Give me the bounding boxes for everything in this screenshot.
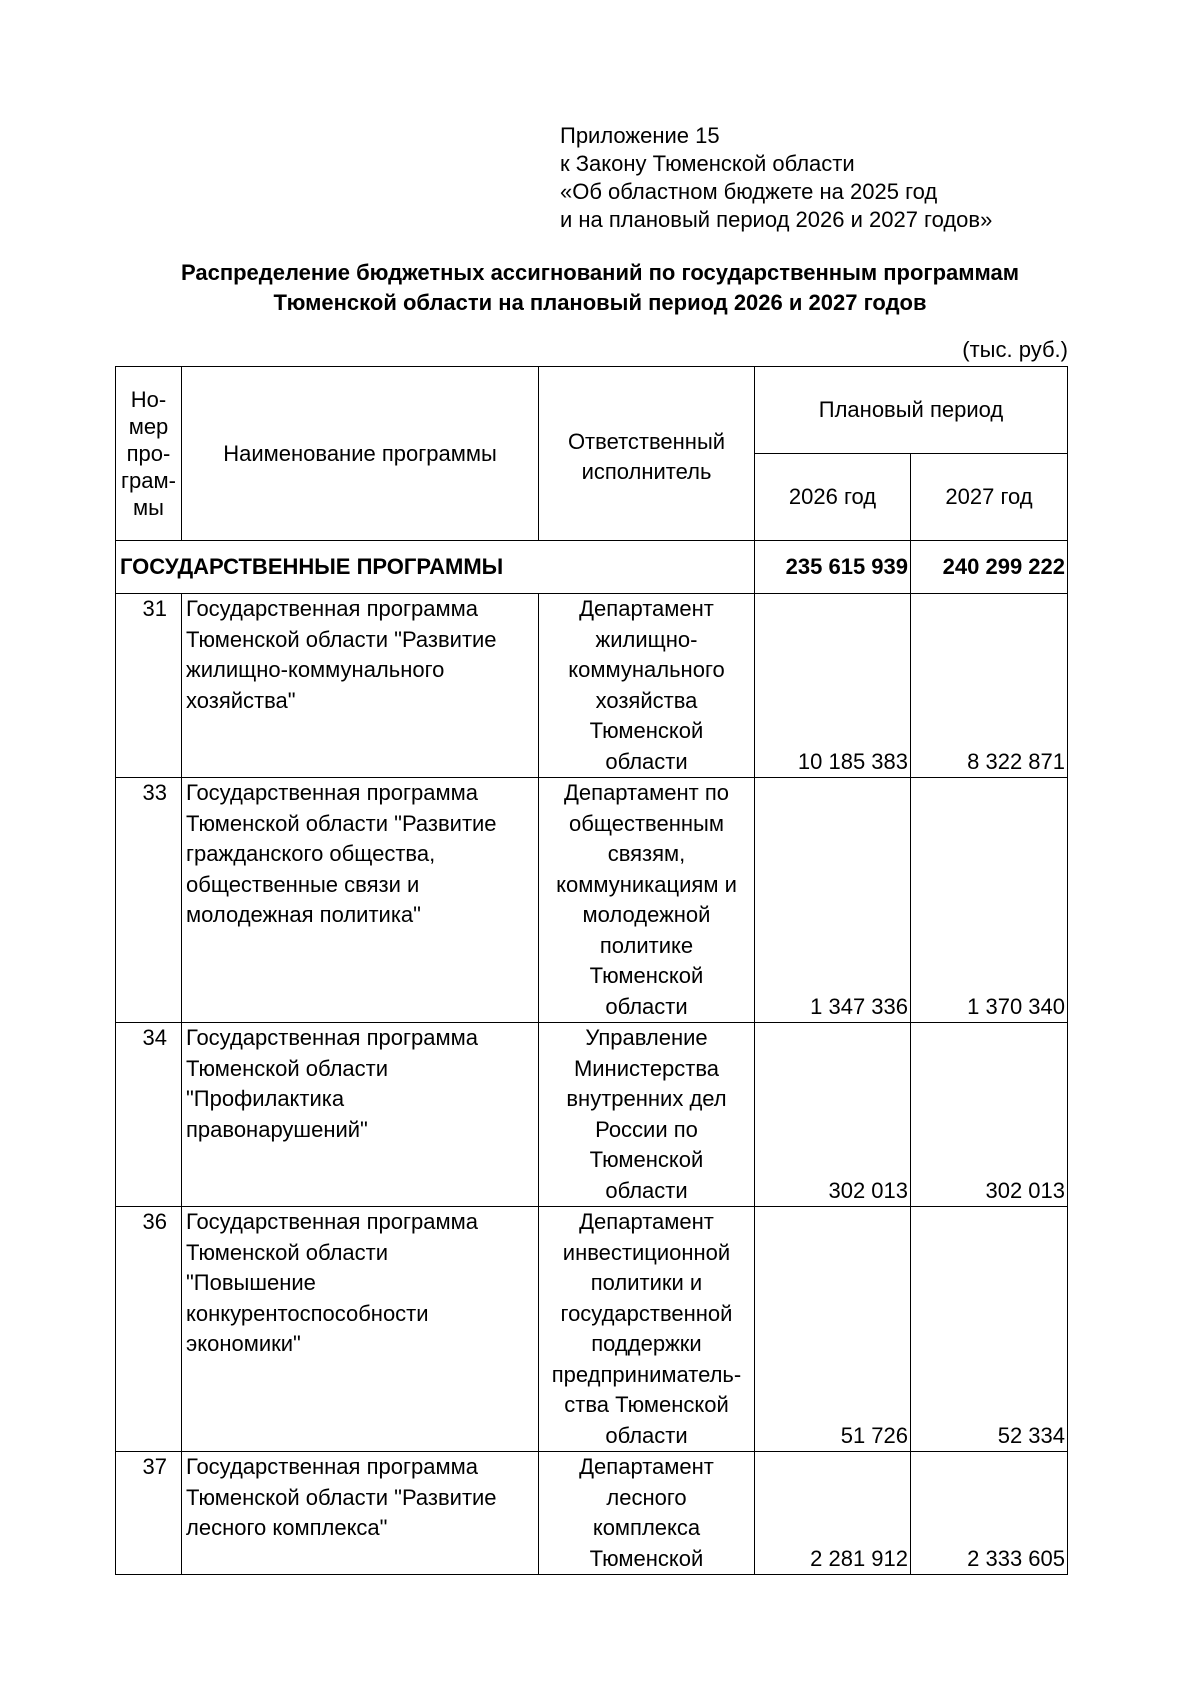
amount-2026: 2 281 912: [755, 1452, 911, 1575]
responsible-line: общественным: [569, 810, 724, 836]
table-row: [116, 1452, 1068, 1575]
program-name: [182, 778, 539, 1023]
program-name-line: Государственная программа: [186, 1454, 478, 1479]
program-name-line: гражданского общества,: [186, 841, 436, 866]
annex-line: «Об областном бюджете на 2025 год: [560, 179, 938, 204]
responsible-executor: [539, 1023, 755, 1207]
program-name-line: конкурентоспособности: [186, 1300, 429, 1326]
program-name-line: лесного комплекса": [186, 1515, 388, 1540]
header-responsible-line: исполнитель: [581, 458, 712, 484]
program-name-line: хозяйства": [186, 687, 296, 713]
amount-2026: 1 347 336: [755, 778, 911, 1023]
program-name: [182, 1452, 539, 1575]
program-number: 37: [116, 1452, 182, 1575]
responsible-line: Тюменской: [589, 1545, 704, 1571]
responsible-line: Департамент по: [564, 780, 729, 805]
header-program-name: Наименование программы: [182, 367, 539, 541]
responsible-line: поддержки: [591, 1331, 702, 1356]
header-number-line: грам-: [121, 468, 176, 493]
document-title: [100, 258, 1100, 318]
responsible-executor: [539, 778, 755, 1023]
title-line: Тюменской области на плановый период 2026 и 2027 годов: [273, 290, 927, 315]
header-planning-period: Плановый период: [755, 367, 1068, 454]
header-responsible: [539, 367, 755, 541]
table-row: [116, 1207, 1068, 1452]
program-name-line: жилищно-коммунального: [186, 657, 445, 682]
responsible-line: политике: [599, 932, 694, 958]
program-number: 33: [116, 778, 182, 1023]
header-number-line: Но-: [130, 387, 167, 412]
program-name-line: молодежная политика": [186, 902, 421, 927]
responsible-line: Тюменской: [589, 1147, 704, 1172]
header-program-number: [116, 367, 182, 541]
responsible-line: внутренних дел: [566, 1086, 727, 1111]
header-responsible-line: Ответственный: [567, 428, 726, 454]
table-row: [116, 778, 1068, 1023]
amount-2026: 10 185 383: [755, 594, 911, 778]
program-name-line: экономики": [186, 1331, 301, 1356]
responsible-line: жилищно-: [595, 626, 698, 652]
responsible-line: политики и: [590, 1270, 703, 1295]
annex-header: [560, 122, 992, 234]
responsible-executor: [539, 1452, 755, 1575]
units-label: (тыс. руб.): [962, 337, 1068, 362]
program-name-line: "Повышение: [186, 1270, 316, 1295]
total-row: [116, 541, 1068, 594]
program-name-line: общественные связи и: [186, 871, 420, 897]
program-name-line: Тюменской области "Развитие: [186, 810, 497, 836]
header-number-line: мер: [128, 414, 169, 439]
responsible-line: ства Тюменской: [564, 1392, 729, 1417]
program-name: [182, 594, 539, 778]
responsible-line: области: [605, 993, 688, 1019]
responsible-line: области: [605, 1177, 688, 1203]
responsible-line: Тюменской: [589, 963, 704, 988]
responsible-line: области: [605, 748, 688, 774]
amount-2026: 51 726: [755, 1207, 911, 1452]
header-number-line: про-: [126, 441, 171, 466]
annex-line: и на плановый период 2026 и 2027 годов»: [560, 207, 993, 232]
header-year-2026: 2026 год: [755, 454, 911, 541]
responsible-executor: [539, 594, 755, 778]
amount-2027: 302 013: [911, 1023, 1068, 1207]
responsible-line: Тюменской: [589, 718, 704, 743]
program-name: [182, 1207, 539, 1452]
annex-line: Приложение 15: [560, 123, 720, 148]
total-2027: 240 299 222: [911, 541, 1068, 594]
amount-2027: 52 334: [911, 1207, 1068, 1452]
responsible-line: государственной: [560, 1300, 733, 1326]
responsible-line: Департамент: [579, 1209, 714, 1234]
responsible-line: комплекса: [592, 1515, 701, 1540]
program-name-line: Тюменской области: [186, 1239, 389, 1265]
program-name-line: правонарушений": [186, 1116, 368, 1142]
program-name-line: Тюменской области "Развитие: [186, 626, 497, 652]
responsible-line: лесного: [606, 1484, 687, 1510]
responsible-line: Министерства: [573, 1055, 720, 1081]
responsible-line: хозяйства: [595, 687, 698, 713]
amount-2026: 302 013: [755, 1023, 911, 1207]
responsible-executor: [539, 1207, 755, 1452]
program-number: 36: [116, 1207, 182, 1452]
table-row: [116, 594, 1068, 778]
program-number: 31: [116, 594, 182, 778]
total-label: ГОСУДАРСТВЕННЫЕ ПРОГРАММЫ: [116, 541, 755, 594]
budget-table: [115, 366, 1068, 1575]
program-name-line: Государственная программа: [186, 1209, 478, 1234]
table-row: [116, 1023, 1068, 1207]
amount-2027: 8 322 871: [911, 594, 1068, 778]
responsible-line: Департамент: [579, 1454, 714, 1479]
program-name-line: Тюменской области: [186, 1055, 389, 1081]
total-2026: 235 615 939: [755, 541, 911, 594]
responsible-line: коммунального: [568, 657, 725, 682]
program-name-line: Государственная программа: [186, 780, 478, 805]
responsible-line: связям,: [607, 841, 686, 866]
program-name-line: "Профилактика: [186, 1086, 345, 1111]
program-name-line: Тюменской области "Развитие: [186, 1484, 497, 1510]
responsible-line: инвестиционной: [562, 1239, 731, 1265]
amount-2027: 2 333 605: [911, 1452, 1068, 1575]
title-line: Распределение бюджетных ассигнований по государственным программам: [180, 260, 1020, 285]
responsible-line: коммуникациям и: [556, 871, 737, 897]
amount-2027: 1 370 340: [911, 778, 1068, 1023]
program-number: 34: [116, 1023, 182, 1207]
responsible-line: Управление: [585, 1025, 708, 1050]
program-name-line: Государственная программа: [186, 596, 478, 621]
annex-line: к Закону Тюменской области: [560, 151, 855, 176]
responsible-line: предприниматель-: [551, 1361, 742, 1387]
responsible-line: России по: [595, 1116, 698, 1142]
program-name: [182, 1023, 539, 1207]
header-year-2027: 2027 год: [911, 454, 1068, 541]
header-number-line: мы: [133, 495, 164, 520]
header-row: [116, 367, 1068, 454]
responsible-line: молодежной: [582, 902, 711, 927]
responsible-line: Департамент: [579, 596, 714, 621]
responsible-line: области: [605, 1422, 688, 1448]
program-name-line: Государственная программа: [186, 1025, 478, 1050]
